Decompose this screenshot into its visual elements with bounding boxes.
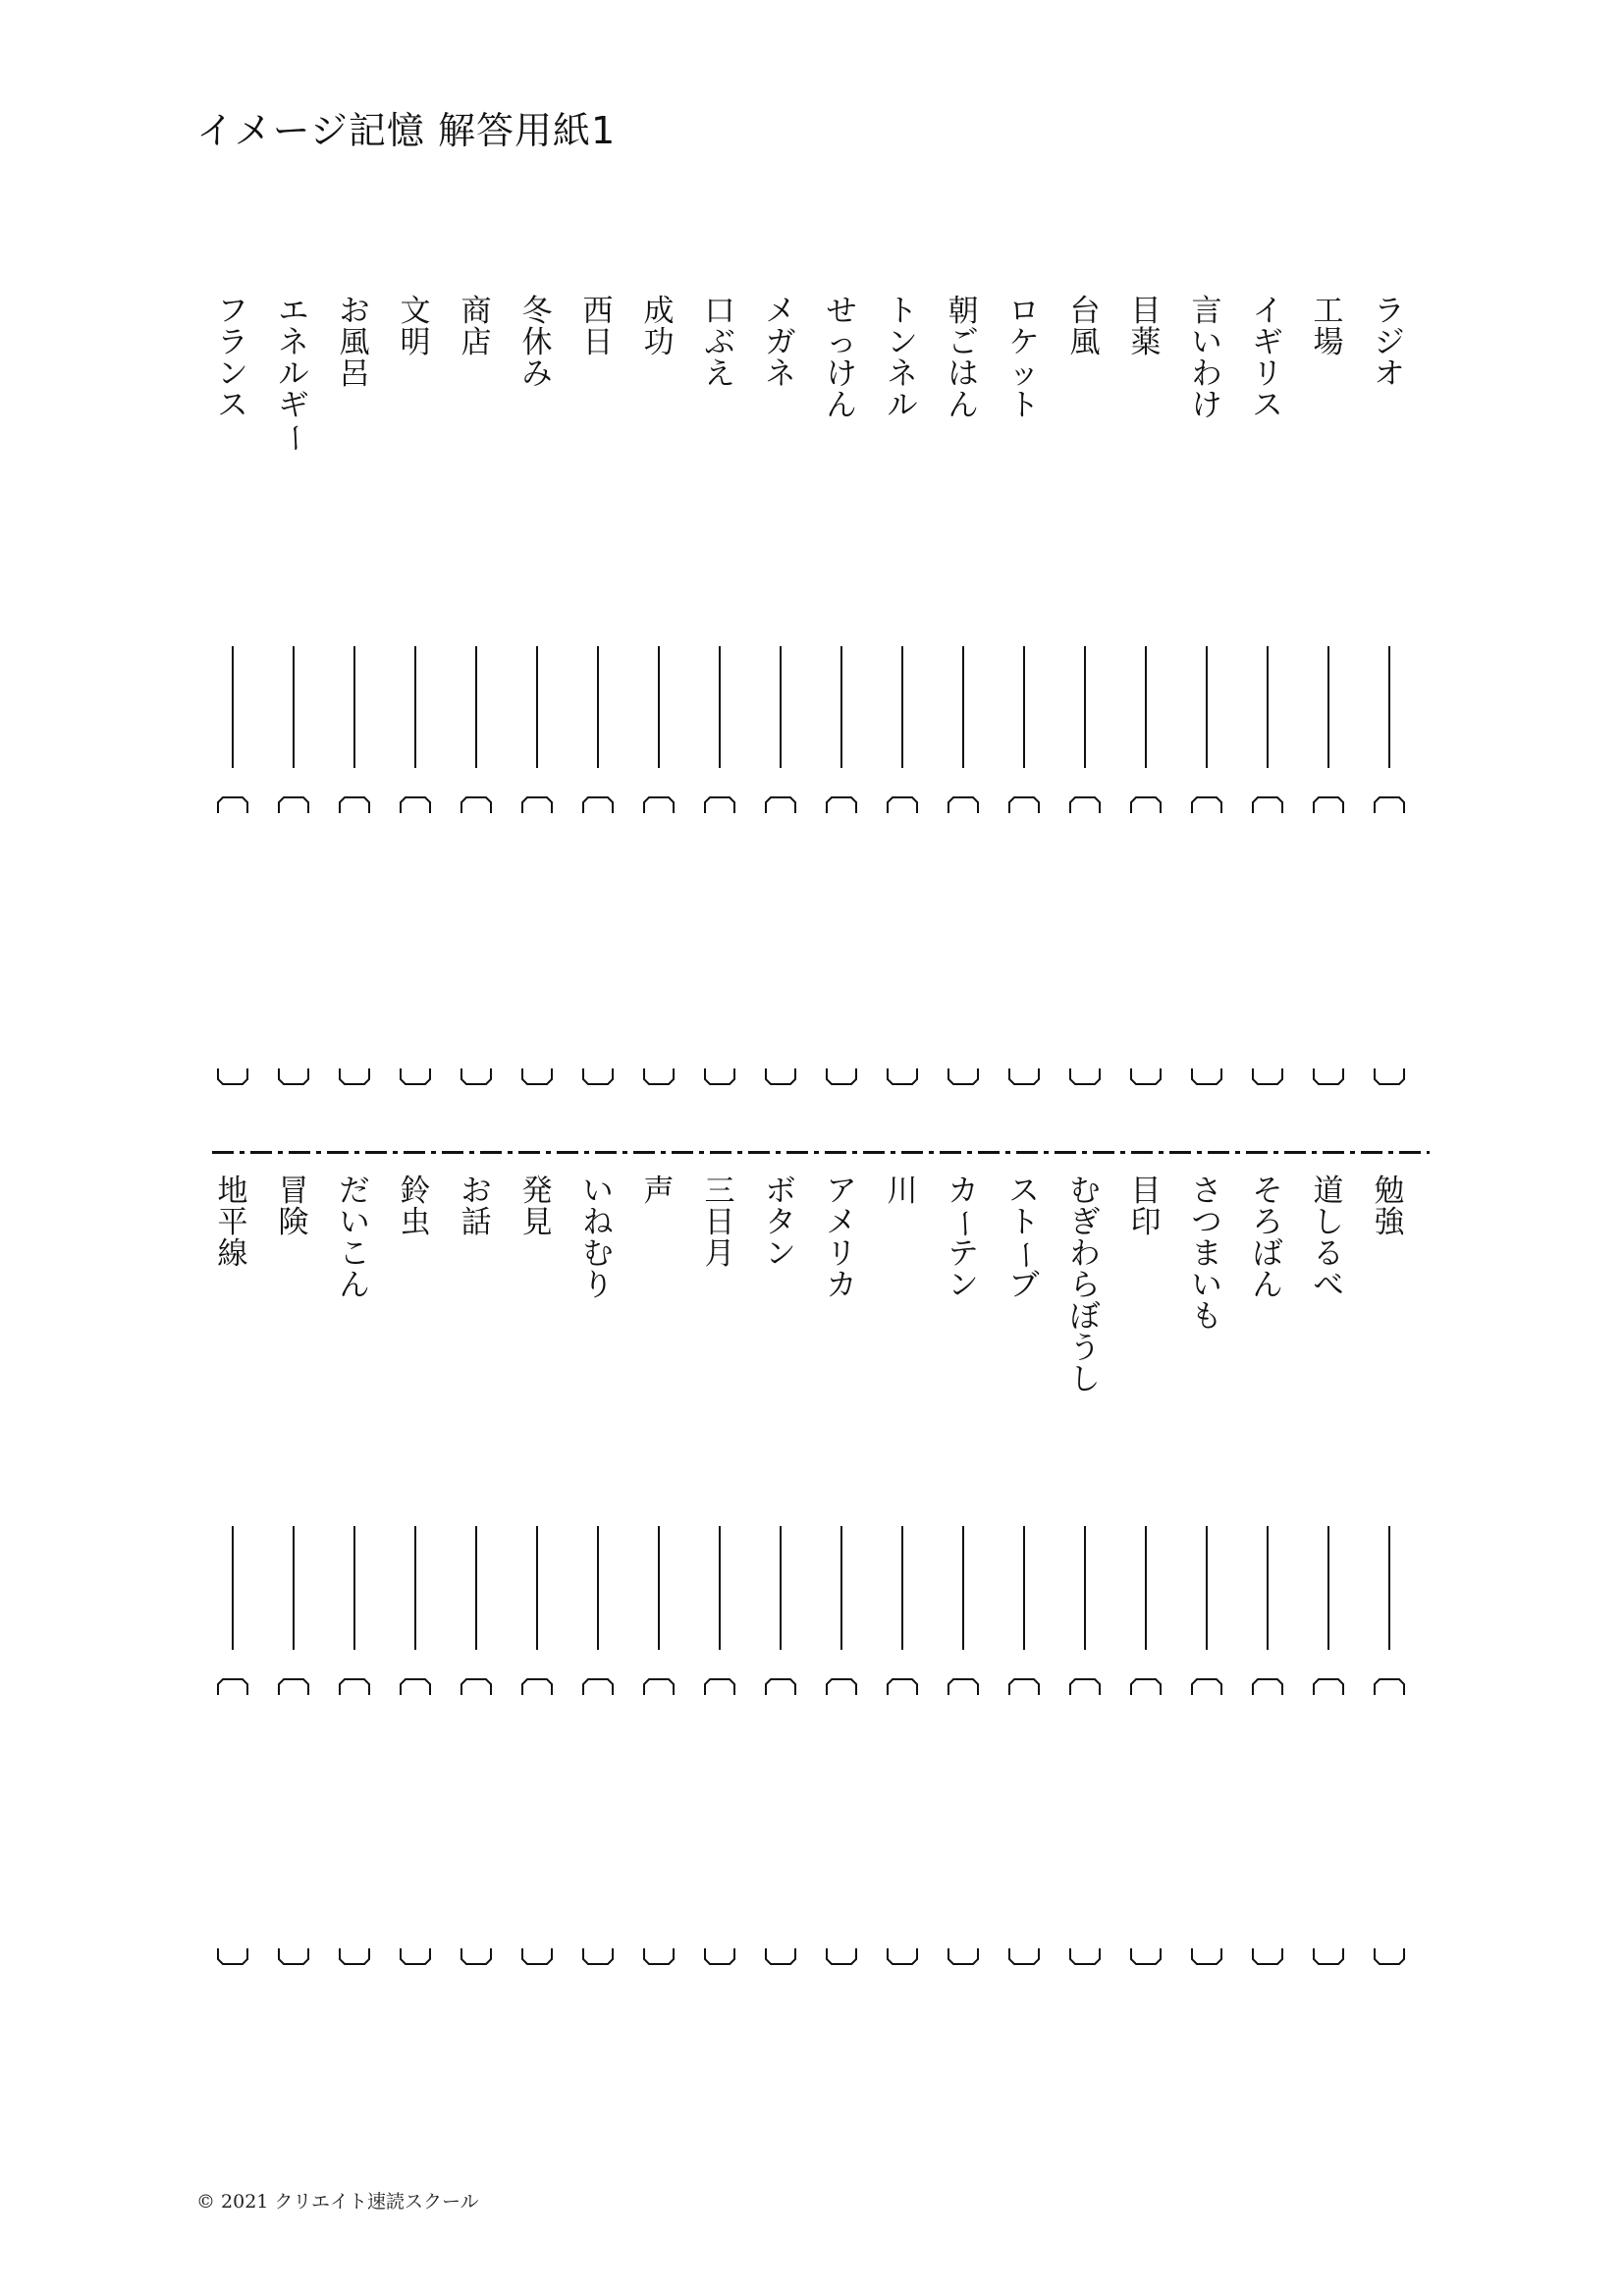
answer-slot[interactable] — [948, 1526, 978, 1964]
answer-slot[interactable] — [1375, 1526, 1404, 1964]
answer-slot[interactable] — [279, 1526, 308, 1964]
copyright-footer: © 2021 クリエイト速読スクール — [196, 2191, 479, 2213]
answer-slot[interactable] — [1070, 1526, 1100, 1964]
answer-box-close-bracket — [340, 1948, 369, 1964]
vertical-word: さ つ ま い も — [1191, 1174, 1222, 1335]
vertical-word: そ ろ ば ん — [1252, 1174, 1283, 1303]
answer-box-open-bracket — [1192, 1679, 1221, 1695]
answer-box-open-bracket — [218, 1679, 247, 1695]
answer-slot[interactable] — [1131, 1526, 1161, 1964]
vertical-word: む ぎ わ ら ぼ う し — [1069, 1174, 1101, 1397]
vertical-word: 文 明 — [400, 294, 431, 360]
answer-slot[interactable] — [888, 1526, 917, 1964]
answer-box-open-bracket — [583, 1679, 613, 1695]
answer-box-open-bracket — [1314, 1679, 1343, 1695]
answer-box-open-bracket — [644, 1679, 674, 1695]
vertical-word: カ ー テ ン — [947, 1174, 982, 1303]
vertical-word: い ね む り — [582, 1174, 614, 1303]
answer-slot[interactable] — [705, 1526, 734, 1964]
answer-slot[interactable] — [1009, 1526, 1039, 1964]
vertical-word: ボ タ ン — [765, 1174, 796, 1272]
vertical-word: 冒 険 — [278, 1174, 309, 1240]
answer-box-open-bracket — [401, 1679, 430, 1695]
answer-box-open-bracket — [948, 1679, 978, 1695]
vertical-word: 川 — [887, 1174, 918, 1209]
vertical-word: だ い こ ん — [339, 1174, 370, 1303]
vertical-word: ス ト ー ブ — [1007, 1174, 1043, 1303]
answer-slot[interactable] — [1253, 1526, 1282, 1964]
answer-box-close-bracket — [827, 1948, 856, 1964]
answer-slot[interactable] — [522, 1526, 552, 1964]
vertical-word: 朝 ご は ん — [947, 294, 979, 423]
vertical-word: 成 功 — [643, 294, 675, 360]
vertical-word: 地 平 線 — [217, 1174, 248, 1272]
vertical-word: 目 薬 — [1130, 294, 1162, 360]
vertical-word: 言 い わ け — [1191, 294, 1222, 423]
answer-slot[interactable] — [461, 1526, 491, 1964]
answer-box-open-bracket — [1253, 1679, 1282, 1695]
answer-box-close-bracket — [1070, 1948, 1100, 1964]
vertical-word: せ っ け ん — [826, 294, 857, 423]
vertical-word: イ ギ リ ス — [1252, 294, 1283, 423]
vertical-word: エ ネ ル ギ ー — [277, 294, 312, 454]
answer-box-close-bracket — [522, 1948, 552, 1964]
answer-box-open-bracket — [1070, 1679, 1100, 1695]
vertical-word: ラ ジ オ — [1374, 294, 1405, 392]
answer-slot[interactable] — [827, 1526, 856, 1964]
vertical-word: ロ ケ ッ ト — [1008, 294, 1040, 423]
answer-box-open-bracket — [888, 1679, 917, 1695]
answer-box-close-bracket — [948, 1948, 978, 1964]
answer-slot[interactable] — [218, 1526, 247, 1964]
answer-box-open-bracket — [522, 1679, 552, 1695]
answer-slot[interactable] — [401, 1526, 430, 1964]
answer-box-close-bracket — [1192, 1948, 1221, 1964]
answer-box-close-bracket — [888, 1948, 917, 1964]
vertical-word: ト ン ネ ル — [887, 294, 918, 423]
vertical-word: 声 — [643, 1174, 675, 1209]
vertical-word: フ ラ ン ス — [217, 294, 248, 423]
answer-box-close-bracket — [583, 1948, 613, 1964]
page-title: イメージ記憶 解答用紙1 — [196, 109, 617, 152]
vertical-word: 三 日 月 — [704, 1174, 735, 1272]
answer-box-close-bracket — [705, 1948, 734, 1964]
vertical-word: 西 日 — [582, 294, 614, 360]
answer-box-open-bracket — [827, 1679, 856, 1695]
answer-box-close-bracket — [461, 1948, 491, 1964]
answer-box-open-bracket — [1375, 1679, 1404, 1695]
answer-slot[interactable] — [766, 1526, 795, 1964]
vertical-word: 目 印 — [1130, 1174, 1162, 1240]
vertical-word: お 風 呂 — [339, 294, 370, 392]
vertical-word: ア メ リ カ — [826, 1174, 857, 1303]
answer-slot[interactable] — [1192, 1526, 1221, 1964]
answer-box-close-bracket — [644, 1948, 674, 1964]
answer-box-open-bracket — [279, 1679, 308, 1695]
vertical-word: 工 場 — [1313, 294, 1344, 360]
answer-box-close-bracket — [1131, 1948, 1161, 1964]
answer-box-close-bracket — [1375, 1948, 1404, 1964]
vertical-word: 商 店 — [460, 294, 492, 360]
answer-box-close-bracket — [218, 1948, 247, 1964]
answer-box-close-bracket — [279, 1948, 308, 1964]
vertical-word: メ ガ ネ — [765, 294, 796, 392]
answer-box-close-bracket — [1253, 1948, 1282, 1964]
answer-box-open-bracket — [766, 1679, 795, 1695]
answer-box-close-bracket — [1009, 1948, 1039, 1964]
vertical-word: 冬 休 み — [521, 294, 553, 392]
answer-slot[interactable] — [583, 1526, 613, 1964]
answer-box-open-bracket — [340, 1679, 369, 1695]
answer-box-close-bracket — [1314, 1948, 1343, 1964]
answer-slot[interactable] — [340, 1526, 369, 1964]
answer-slot[interactable] — [644, 1526, 674, 1964]
vertical-word: お 話 — [460, 1174, 492, 1240]
answer-box-open-bracket — [1009, 1679, 1039, 1695]
vertical-word: 勉 強 — [1374, 1174, 1405, 1240]
answer-box-open-bracket — [705, 1679, 734, 1695]
answer-box-close-bracket — [766, 1948, 795, 1964]
answer-box-open-bracket — [1131, 1679, 1161, 1695]
vertical-word: 台 風 — [1069, 294, 1101, 360]
vertical-word: 鈴 虫 — [400, 1174, 431, 1240]
answer-box-open-bracket — [461, 1679, 491, 1695]
vertical-word: 道 し る べ — [1313, 1174, 1344, 1303]
answer-slot[interactable] — [1314, 1526, 1343, 1964]
vertical-word: 口 ぶ え — [704, 294, 735, 392]
vertical-word: 発 見 — [521, 1174, 553, 1240]
answer-box-close-bracket — [401, 1948, 430, 1964]
